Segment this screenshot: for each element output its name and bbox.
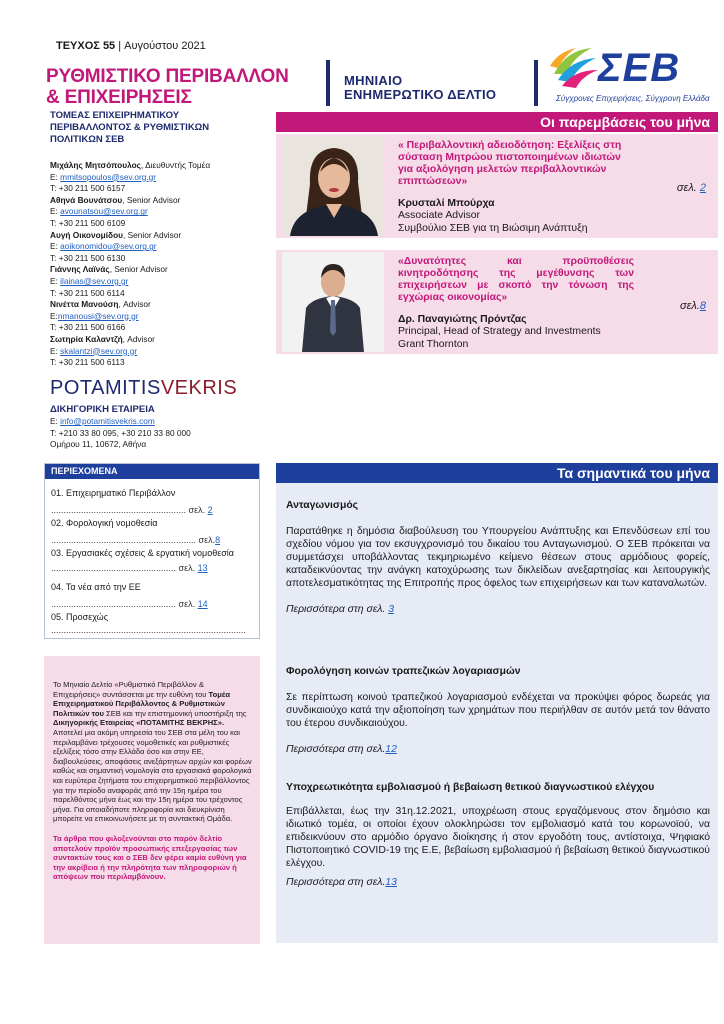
interventions-header: Οι παρεμβάσεις του μήνα <box>276 112 718 132</box>
contact-phone: T: +30 211 500 6109 <box>50 217 126 228</box>
highlight-page-link[interactable]: 12 <box>385 744 397 755</box>
title-divider <box>326 60 330 106</box>
contact-role: , Διευθυντής Τομέα <box>140 160 211 170</box>
sev-logo <box>548 44 718 108</box>
contact-name: Αυγή Οικονομίδου <box>50 229 123 240</box>
contact-email-link[interactable]: nmanousi@sev.org.gr <box>57 310 139 321</box>
highlight-more <box>286 876 710 889</box>
law-firm-address: Ομήρου 11, 10672, Αθήνα <box>50 439 147 450</box>
contact-phone: T: +30 211 500 6166 <box>50 322 126 333</box>
toc-item-label: 02. Φορολογική νομοθεσία <box>51 518 158 528</box>
disclaimer-note: Τα άρθρα που φιλοξενούνται στο παρόν δελτίο αποτελούν προϊόν προσωπικής επεξεργασίας των συντακτών τους και ο ΣΕΒ δεν φέρει καμία ευθύνη για την ακρίβεια ή την πληρότητα των πληροφοριών ή απόψεων που περιλαμβάνουν. <box>53 833 247 882</box>
author-name: Δρ. Παναγιώτης Πρόντζας <box>398 314 527 325</box>
sev-logo-mark-icon <box>548 44 600 90</box>
contact-entry <box>50 299 280 334</box>
email-label: E: <box>50 310 58 321</box>
highlight-title: Φορολόγηση κοινών τραπεζικών λογαριασμών <box>286 666 521 677</box>
sev-logo-word: ΣΕΒ <box>598 46 681 90</box>
toc-dots: ...................................................... <box>51 505 187 515</box>
toc-page-link[interactable]: 14 <box>197 599 208 609</box>
issue-date: Αυγούστου 2021 <box>124 40 206 52</box>
newsletter-label <box>344 74 496 102</box>
toc-page-label: σελ. <box>176 563 198 573</box>
newsletter-label-line-2: ΕΝΗΜΕΡΩΤΙΚΟ ΔΕΛΤΙΟ <box>344 87 497 102</box>
title-line-1: ΡΥΘΜΙΣΤΙΚΟ ΠΕΡΙΒΑΛΛΟΝ <box>46 66 289 87</box>
email-label: E: <box>50 345 61 356</box>
toc-header: ΠΕΡΙΕΧΟΜΕΝΑ <box>45 464 259 479</box>
email-label: E: <box>50 275 61 286</box>
author-org: Συμβούλιο ΣΕΒ για τη Βιώσιμη Ανάπτυξη <box>398 222 588 234</box>
intervention-page-ref <box>680 300 706 312</box>
highlights-section <box>276 463 718 943</box>
toc-page-link[interactable]: 2 <box>207 505 213 515</box>
more-label: Περισσότερα στη σελ. <box>286 604 389 615</box>
more-label: Περισσότερα στη σελ. <box>286 877 386 888</box>
disclaimer-box <box>44 656 260 944</box>
highlight-body: Παρατάθηκε η δημόσια διαβούλευση του Υπουργείου Ανάπτυξης και Επενδύσεων επί του σχεδίου νόμου για τον εκσυγχρονισμό του δικαίου του Ανταγωνισμού. Ο ΣΕΒ πρόκειται να συμμετάσχει υποβάλλοντας τεκμηριωμένο κείμενο θέσεων στους αρμόδιους φορείς, καταδεικνύοντας την ανάγκη κατοχύρωσης των δικλείδων ανεξαρτησίας και λειτουργικής αποτελεσματικότητας της Επιτροπής προς όφελος των επιχειρήσεων και των καταναλωτών. <box>286 526 710 589</box>
highlight-more <box>286 743 710 756</box>
author-photo <box>282 136 384 236</box>
page-link[interactable]: 2 <box>699 182 706 194</box>
toc-dots: .............................................................................. <box>51 625 247 635</box>
department-line-2: ΠΕΡΙΒΑΛΛΟΝΤΟΣ & ΡΥΘΜΙΣΤΙΚΩΝ <box>50 122 210 133</box>
department-line-1: ΤΟΜΕΑΣ ΕΠΙΧΕΙΡΗΜΑΤΙΚΟΥ <box>50 110 180 121</box>
toc-page-label: σελ. <box>176 599 198 609</box>
table-of-contents <box>44 463 260 639</box>
email-label: E: <box>50 171 61 182</box>
toc-page-label: σελ. <box>196 535 216 545</box>
toc-page-link[interactable]: 8 <box>215 535 221 545</box>
disclaimer-text-a: Το Μηνιαίο Δελτίο «Ρυθμιστικό Περιβάλλον & Επιχειρήσεις» συντάσσεται με την ευθύνη του <box>53 680 209 699</box>
toc-item <box>51 488 259 516</box>
author-photo <box>282 252 384 352</box>
author-info <box>398 314 601 351</box>
highlight-title: Υποχρεωτικότητα εμβολιασμού ή βεβαίωση θετικού διαγνωστικού ελέγχου <box>286 782 655 793</box>
toc-item <box>51 582 259 610</box>
page-label: σελ. <box>679 300 700 312</box>
highlight-more <box>286 603 710 616</box>
disclaimer-text-e: Αποτελεί μια ακόμη υπηρεσία του ΣΕΒ στα μέλη του και περιλαμβάνει τρέχουσες νομοθετικές και ρυθμιστικές εξελίξεις τόσο στην Ελλάδα όσο και στην ΕΕ, διαβουλεύσεις, αποφάσεις ανεξάρτητων αρχών και φορέων καθώς και σημαντική νομολογία στα εργασιακά φορολογικά και ευρύτερα ζητήματα του επιχειρηματικού περιβάλλοντος για την περίοδο αναφοράς από την 15η ημέρα του παρελθόντος μήνα έως και την 15η ημέρα του τρέχοντος μήνα. Για οποιαδήποτε πληροφορία και διευκρίνιση μπορείτε να επικοινωνήσετε με τη συντακτική Ομάδα. <box>53 727 252 824</box>
toc-dots: .................................................. <box>51 599 177 609</box>
logo-divider <box>534 60 538 106</box>
highlight-body: Επιβάλλεται, έως την 31η.12.2021, υποχρέωση στους εργαζόμενους στον δημόσιο και ιδιωτικό τομέα, οι οποίοι έχουν ολοκληρώσει τον εμβολιασμό κατά του κορωνοϊού, να επιδεικνύουν στο αρμόδιο όργανο διοίκησης ή στον εργοδότη τους, αντίστοιχα, Ψηφιακό Πιστοποιητικό COVID-19 της Ε.Ε, βεβαίωση εμβολιασμού ή βεβαίωση θετικού διαγνωστικού ελέγχου. <box>286 806 710 869</box>
more-label: Περισσότερα στη σελ. <box>286 744 386 755</box>
law-firm-phones: T: +210 33 80 095, +30 210 33 80 000 <box>50 427 191 438</box>
contact-phone: T: +30 211 500 6157 <box>50 183 126 194</box>
author-name: Κρυσταλί Μπούρχα <box>398 198 495 209</box>
toc-item-label: 04. Τα νέα από την ΕΕ <box>51 582 141 592</box>
contact-role: , Advisor <box>118 299 151 310</box>
contact-entry <box>50 334 280 369</box>
man-portrait-icon <box>282 252 384 352</box>
contact-email-link[interactable]: ilainas@sev.org.gr <box>60 275 129 286</box>
issue-line <box>56 40 206 52</box>
contact-entry <box>50 264 280 299</box>
highlight-page-link[interactable]: 13 <box>385 877 397 888</box>
highlight-title: Ανταγωνισμός <box>286 500 359 511</box>
contact-name: Νινέττα Μανούση <box>50 299 119 310</box>
contact-entry <box>50 160 280 195</box>
contact-role: , Advisor <box>122 333 155 344</box>
disclaimer-text <box>53 680 253 824</box>
woman-portrait-icon <box>282 136 384 236</box>
toc-page-label: σελ. <box>186 505 208 515</box>
department-title <box>50 110 270 146</box>
intervention-page-ref <box>677 182 706 194</box>
toc-page-link[interactable]: 13 <box>197 563 208 573</box>
disclaimer-text-d: Δικηγορικής Εταιρείας «ΠΟΤΑΜΙΤΗΣ ΒΕΚΡΗΣ». <box>53 718 225 728</box>
contact-email-link[interactable]: skalantzi@sev.org.gr <box>60 345 138 356</box>
contact-entry <box>50 195 280 230</box>
author-role: Principal, Head of Strategy and Investments <box>398 326 601 338</box>
contact-role: , Senior Advisor <box>122 229 182 240</box>
email-label: E: <box>50 206 61 217</box>
author-info <box>398 198 588 235</box>
law-firm-logo <box>50 377 237 400</box>
email-label: E: <box>50 416 61 426</box>
law-firm-logo-part-2: VEKRIS <box>160 377 238 399</box>
toc-item-label: 05. Προσεχώς <box>51 612 109 622</box>
toc-dots: .................................................. <box>51 563 177 573</box>
contact-role: , Senior Advisor <box>109 264 168 275</box>
contact-name: Γιάννης Λαϊνάς <box>50 264 110 275</box>
intervention-title: « Περιβαλλοντική αδειοδότηση: Εξελίξεις στη σύσταση Μητρώου πιστοποιημένων ιδιωτών για αξιολόγηση μελετών περιβαλλοντικών επιπτώσεων» <box>398 140 622 187</box>
toc-item-label: 01. Επιχειρηματικό Περιβάλλον <box>51 488 176 498</box>
intervention-title: «Δυνατότητες και προϋποθέσεις κινητροδότησης της μεγέθυνσης των επιχειρήσεων με σκοπό την τόνωση της εγχώριας οικονομίας» <box>398 256 634 303</box>
law-firm-subtitle: ΔΙΚΗΓΟΡΙΚΗ ΕΤΑΙΡΕΙΑ <box>50 404 155 415</box>
issue-number: ΤΕΥΧΟΣ 55 <box>56 40 116 52</box>
contact-email-link[interactable]: avounatsou@sev.org.gr <box>60 206 148 217</box>
contact-name: Σωτηρία Καλαντζή <box>50 333 123 344</box>
newsletter-title <box>46 66 289 108</box>
page-label: σελ. <box>676 182 700 194</box>
contact-name: Αθηνά Βουνάτσου <box>50 194 123 205</box>
highlight-page-link[interactable]: 3 <box>388 604 394 615</box>
contact-phone: T: +30 211 500 6114 <box>50 287 125 298</box>
highlight-item <box>286 665 710 769</box>
contact-email-link[interactable]: mmitsopoulos@sev.org.gr <box>60 171 157 182</box>
toc-dots: .......................................................... <box>51 535 197 545</box>
author-org: Grant Thornton <box>398 338 469 350</box>
highlight-body: Σε περίπτωση κοινού τραπεζικού λογαριασμού ενδέχεται να προκύψει φόρος δωρεάς για συνδικαιούχο κατά την αξιοποίηση των χρημάτων που περιήλθαν σε αυτόν μετά τον θάνατο του έτερου συνδικαιούχου. <box>286 692 710 729</box>
contacts-list <box>50 160 280 369</box>
email-label: E: <box>50 241 61 252</box>
contact-phone: T: +30 211 500 6113 <box>50 357 125 368</box>
law-firm-email-link[interactable]: info@potamitisvekris.com <box>60 416 155 426</box>
toc-item-label: 03. Εργασιακές σχέσεις & εργατική νομοθεσία <box>51 548 235 558</box>
contact-entry <box>50 230 280 265</box>
toc-item <box>51 518 259 546</box>
intervention-card <box>276 250 718 354</box>
contact-role: , Senior Advisor <box>122 194 181 205</box>
toc-item <box>51 548 259 574</box>
title-line-2: & ΕΠΙΧΕΙΡΗΣΕΙΣ <box>46 87 192 108</box>
toc-item <box>51 612 259 636</box>
contact-phone: T: +30 211 500 6130 <box>50 252 126 263</box>
department-line-3: ΠΟΛΙΤΙΚΩΝ ΣΕΒ <box>50 134 125 145</box>
contact-email-link[interactable]: aoikonomidou@sev.org.gr <box>60 241 157 252</box>
intervention-card <box>276 134 718 238</box>
issue-separator: | <box>118 40 122 52</box>
sev-logo-tagline: Σύγχρονες Επιχειρήσεις, Σύγχρονη Ελλάδα <box>556 94 710 103</box>
highlight-item <box>286 499 710 629</box>
highlights-header: Τα σημαντικά του μήνα <box>276 463 718 483</box>
law-firm-logo-part-1: POTAMITIS <box>50 377 161 399</box>
highlight-item <box>286 781 710 902</box>
newsletter-label-line-1: ΜΗΝΙΑΙΟ <box>344 73 403 88</box>
page-link[interactable]: 8 <box>699 300 706 312</box>
disclaimer-text-b: Τομέα Επιχειρηματικού Περιβάλλοντος & Ρυθμιστικών Πολιτικών του <box>53 689 230 718</box>
disclaimer-text-c: ΣΕΒ και την επιστημονική υποστήριξη της <box>103 708 247 718</box>
author-role: Associate Advisor <box>398 210 481 222</box>
contact-name: Μιχάλης Μητσόπουλος <box>50 160 141 170</box>
law-firm-info <box>50 416 191 451</box>
